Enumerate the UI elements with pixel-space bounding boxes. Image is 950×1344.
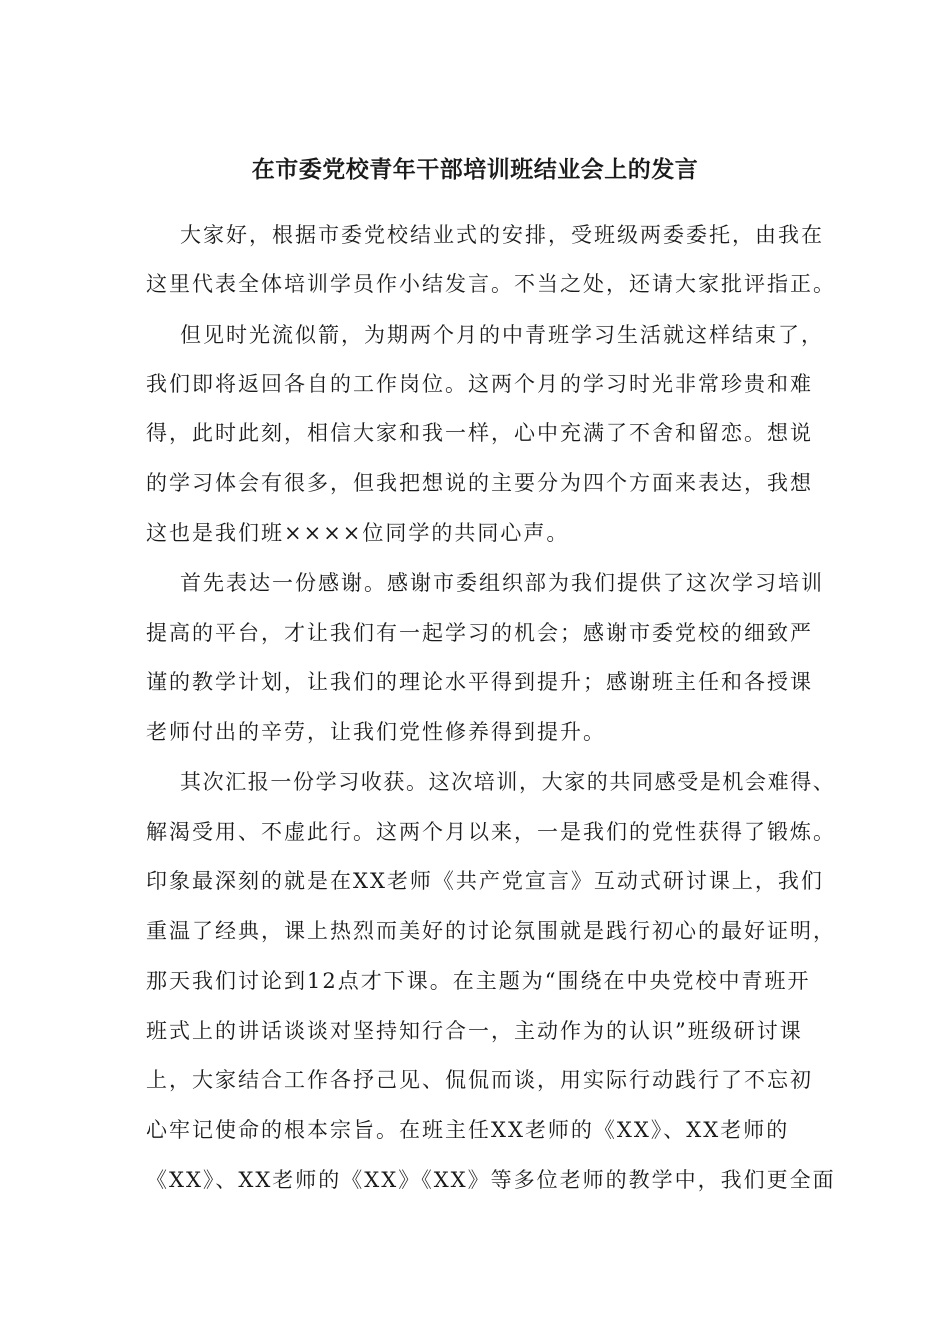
paragraph-line: 重温了经典，课上热烈而美好的讨论氛围就是践行初心的最好证明，	[146, 919, 836, 943]
paragraph-line: 大家好，根据市委党校结业式的安排，受班级两委委托，由我在	[180, 223, 824, 247]
paragraph-line: 但见时光流似箭，为期两个月的中青班学习生活就这样结束了，	[180, 323, 824, 347]
paragraph-line: 老师付出的辛劳，让我们党性修养得到提升。	[146, 720, 606, 744]
paragraph-line: 这里代表全体培训学员作小结发言。不当之处，还请大家批评指正。	[146, 272, 836, 296]
paragraph-line: 提高的平台，才让我们有一起学习的机会；感谢市委党校的细致严	[146, 621, 813, 645]
paragraph-line: 的学习体会有很多，但我把想说的主要分为四个方面来表达，我想	[146, 471, 813, 495]
document-title: 在市委党校青年干部培训班结业会上的发言	[251, 156, 699, 183]
paragraph-line: 得，此时此刻，相信大家和我一样，心中充满了不舍和留恋。想说	[146, 421, 813, 445]
paragraph-line: 《XX》、XX老师的《XX》《XX》等多位老师的教学中，我们更全面	[146, 1168, 836, 1192]
paragraph-line: 这也是我们班××××位同学的共同心声。	[146, 521, 570, 545]
paragraph-line: 首先表达一份感谢。感谢市委组织部为我们提供了这次学习培训	[180, 571, 824, 595]
paragraph-line: 谨的教学计划，让我们的理论水平得到提升；感谢班主任和各授课	[146, 670, 813, 694]
paragraph-line: 其次汇报一份学习收获。这次培训，大家的共同感受是机会难得、	[180, 770, 836, 794]
paragraph-line: 解渴受用、不虚此行。这两个月以来，一是我们的党性获得了锻炼。	[146, 820, 836, 844]
paragraph-line: 印象最深刻的就是在XX老师《共产党宣言》互动式研讨课上，我们	[146, 869, 824, 893]
paragraph-line: 我们即将返回各自的工作岗位。这两个月的学习时光非常珍贵和难	[146, 372, 813, 396]
paragraph-line: 班式上的讲话谈谈对坚持知行合一，主动作为的认识”班级研讨课	[146, 1019, 803, 1043]
paragraph-line: 上，大家结合工作各抒己见、侃侃而谈，用实际行动践行了不忘初	[146, 1068, 813, 1092]
paragraph-line: 那天我们讨论到12点才下课。在主题为“围绕在中央党校中青班开	[146, 969, 811, 993]
paragraph-line: 心牢记使命的根本宗旨。在班主任XX老师的《XX》、XX老师的	[146, 1118, 790, 1142]
